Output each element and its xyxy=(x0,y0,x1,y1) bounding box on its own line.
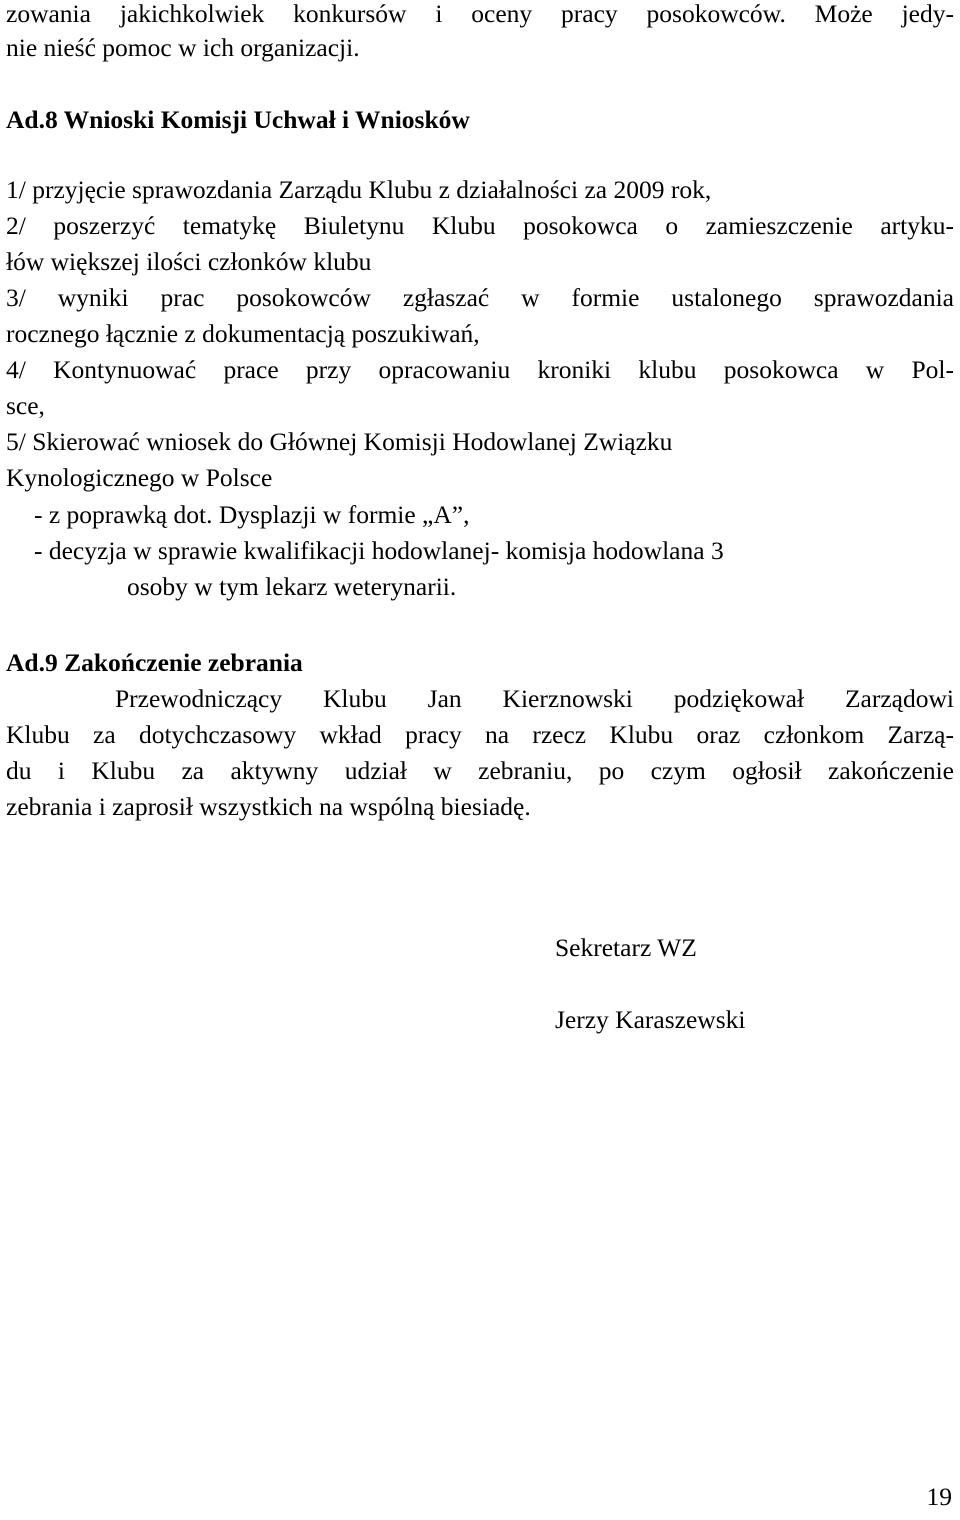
list-item: łów większej ilości członków klubu xyxy=(6,247,372,276)
list-item: Kynologicznego w Polsce xyxy=(6,463,273,492)
list-subitem: osoby w tym lekarz weterynarii. xyxy=(127,572,457,601)
list-subitem: - decyzja w sprawie kwalifikacji hodowlanej- komisja hodowlana 3 xyxy=(34,536,724,565)
list-subitem: - z poprawką dot. Dysplazji w formie „A”, xyxy=(34,500,470,529)
paragraph-line: Przewodniczący Klubu Jan Kierznowski podziękował Zarządowi xyxy=(115,684,954,713)
signature-role: Sekretarz WZ xyxy=(555,933,697,962)
intro-line: zowania jakichkolwiek konkursów i oceny pracy posokowców. Może jedy- xyxy=(6,0,954,28)
list-item: 4/ Kontynuować prace przy opracowaniu kroniki klubu posokowca w Pol- xyxy=(6,355,954,384)
list-item: sce, xyxy=(6,391,45,420)
page-number: 19 xyxy=(926,1482,952,1511)
list-item: rocznego łącznie z dokumentacją poszukiwań, xyxy=(6,319,480,348)
paragraph-line: zebrania i zaprosił wszystkich na wspólną biesiadę. xyxy=(6,792,531,821)
paragraph-line: Klubu za dotychczasowy wkład pracy na rzecz Klubu oraz członkom Zarzą- xyxy=(6,720,954,749)
list-item: 2/ poszerzyć tematykę Biuletynu Klubu posokowca o zamieszczenie artyku- xyxy=(6,211,954,240)
list-item: 5/ Skierować wniosek do Głównej Komisji Hodowlanej Związku xyxy=(6,427,673,456)
paragraph-line: du i Klubu za aktywny udział w zebraniu, po czym ogłosił zakończenie xyxy=(6,756,954,785)
section-9-heading: Ad.9 Zakończenie zebrania xyxy=(6,648,303,677)
list-item: 3/ wyniki prac posokowców zgłaszać w formie ustalonego sprawozdania xyxy=(6,283,954,312)
list-item: 1/ przyjęcie sprawozdania Zarządu Klubu z działalności za 2009 rok, xyxy=(6,175,712,204)
section-8-heading: Ad.8 Wnioski Komisji Uchwał i Wniosków xyxy=(6,105,470,134)
signature-name: Jerzy Karaszewski xyxy=(555,1005,746,1034)
intro-line: nie nieść pomoc w ich organizacji. xyxy=(6,33,360,62)
